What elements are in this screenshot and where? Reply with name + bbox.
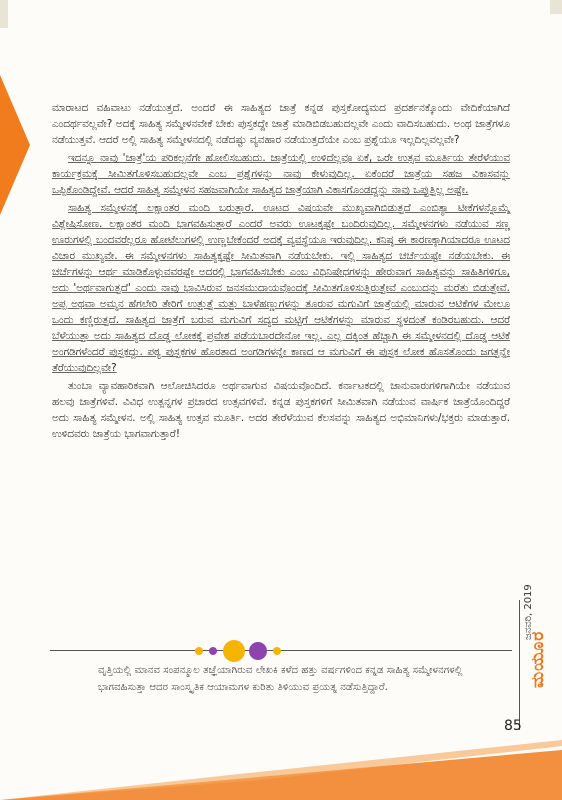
purple-dot-small bbox=[209, 647, 217, 655]
page-corner-decoration bbox=[0, 0, 8, 28]
article-body bbox=[52, 100, 510, 444]
article-paragraph: ಸಾಹಿತ್ಯ ಸಮ್ಮೇಳನಕ್ಕೆ ಲಕ್ಷಾಂತರ ಮಂದಿ ಬರುತ್ತಾರೆ. ಊಟದ ವಿಷಯವೇ ಮುಖ್ಯವಾಗಿಬಿಡುತ್ತದೆ ಎಂಬಿತ್ಯಾ ಟೀಕೆಗಳನ್ನೊಮ್ಮೆ ವಿಶ್ಲೇಷಿಸೋಣ. ಲಕ್ಷಾಂತರ ಮಂದಿ ಭಾಗವಹಿಸುತ್ತಾರೆ ಎಂದರೆ ಅವರು ಊಟಕ್ಕಷ್ಟೇ ಬಂದಿರುವುದಿಲ್ಲ. ಸಮ್ಮೇಳನಗಳು ನಡೆಯುವ ಸಣ್ಣ ಊರುಗಳಲ್ಲಿ ಬಂದವರೆಲ್ಲರೂ ಹೋಟೆಲುಗಳಲ್ಲಿ ಉಣ್ಣಬೇಕೆಂದರೆ ಅದಕ್ಕೆ ವ್ಯವಸ್ಥೆಯೂ ಇರುವುದಿಲ್ಲ. ಕನಿಷ್ಠ ಈ ಕಾರಣಕ್ಕಾಗಿಯಾದರೂ ಊಟದ ವಿಚಾರ ಮುಖ್ಯವೇ. ಈ ಸಮ್ಮೇಳನಗಳು ಸಾಹಿತ್ಯಕ್ಕಷ್ಟೇ ಸೀಮಿತವಾಗಿ ನಡೆಯಬೇಕು. ಇಲ್ಲಿ ಸಾಹಿತ್ಯದ ಚರ್ಚೆಯಷ್ಟೇ ನಡೆಯಬೇಕು. ಈ ಚರ್ಚೆಗಳನ್ನು ಆರ್ಥ ಮಾಡಿಕೊಳ್ಳುವವರಷ್ಟೇ ಅದರಲ್ಲಿ ಭಾಗವಹಿಸಬೇಕು ಎಂಬ ವಿಧಿನಿಷೇಧಗಳನ್ನು ಹೇರುವಾಗ ಸಾಹಿತ್ಯವನ್ನು ಸಾಹಿತಿಗಳಿಗೂ, ಅದು 'ಅರ್ಥವಾಗುತ್ತದೆ' ಎಂದು ನಾವು ಭಾವಿಸಿರುವ ಜನಸಮುದಾಯವೊಂದಕ್ಕೆ ಸೀಮಿತಗೊಳಿಸುತ್ತಿರುತ್ತೇವೆ ಎಂಬುದನ್ನು ಮರೆತು ಬಿಡುತ್ತೇವೆ. ಅಪ್ಪ ಅಥವಾ ಅಮ್ಮನ ಹೆಗಲೇರಿ ತೇರಿಗೆ ಉತ್ತುತ್ತೆ ಮತ್ತು ಬಾಳೆಹಣ್ಣುಗಳನ್ನು ತೂರುವ ಮಗುವಿಗೆ ಜಾತ್ರೆಯಲ್ಲಿ ಮಾರುವ ಆಟಿಕೆಗಳ ಮೇಲೂ ಒಂದು ಕಣ್ಣಿರುತ್ತದೆ. ಸಾಹಿತ್ಯದ ಜಾತ್ರೆಗೆ ಬರುವ ಮಗುವಿಗೆ ಸದ್ಯದ ಮಟ್ಟಿಗೆ ಆಟಿಕೆಗಳನ್ನು ಮಾರುವ ಸ್ಥಳದಂತೆ ಕಂಡಿರಬಹುದು. ಆದರೆ ಬೆಳೆಯುತ್ತಾ ಅದು ಸಾಹಿತ್ಯದ ದೊಡ್ಡ ಲೋಕಕ್ಕೆ ಪ್ರವೇಶ ಪಡೆಯಬಾರದೇನೋ ಇಲ್ಲ. ಎಲ್ಲ ದಕ್ಕಿಂತ ಹೆಚ್ಚಾಗಿ ಈ ಸಮ್ಮೇಳನದಲ್ಲಿ ದೊಡ್ಡ ಆಟಿಕೆ ಅಂಗಡಿಗಳೆಂದರೆ ಪುಸ್ತಕದ್ದು. ಪಠ್ಯ ಪುಸ್ತಕಗಳ ಹೊರತಾದ ಅಂಗಡಿಗಳನ್ನೇ ಕಾಣದ ಆ ಮಗುವಿಗೆ ಈ ಪುಸ್ತಕ ಲೋಕ ಹೊಸತೊಂದು ಜಗತ್ತನ್ನೇ ತೆರೆಯುವುದಿಲ್ಲವೇ? bbox=[52, 202, 510, 374]
page-number: 85 bbox=[504, 718, 522, 734]
page-corner-decoration bbox=[550, 0, 562, 14]
decorative-dots bbox=[195, 640, 345, 662]
orange-triangle-decoration bbox=[0, 75, 30, 215]
issue-date: ಜನವರಿ, 2019 bbox=[523, 584, 534, 640]
author-bio: ವೃತ್ತಿಯಲ್ಲಿ ಮಾನವ ಸಂಪನ್ಮೂಲ ತಜ್ಞೆಯಾಗಿರುವ ಲೇಖಕಿ ಕಳೆದ ಹತ್ತು ವರ್ಷಗಳಿಂದ ಕನ್ನಡ ಸಾಹಿತ್ಯ ಸಮ್ಮೇಳನಗಳಲ್ಲಿ ಭಾಗವಹಿಸುತ್ತಾ ಆದರ ಸಾಂಸ್ಕೃತಿಕ ಆಯಾಮಗಳ ಕುರಿತು ತಿಳಿಯುವ ಪ್ರಯತ್ನ ನಡೆಸುತ್ತಿದ್ದಾರೆ. bbox=[98, 665, 463, 693]
purple-dot-large bbox=[249, 642, 267, 660]
sidebar-divider bbox=[519, 600, 520, 730]
yellow-dot-large bbox=[223, 640, 245, 662]
magazine-logo: ಮಯೂರ bbox=[528, 630, 548, 688]
article-paragraph: ಮಾರಾಟದ ವಹಿವಾಟು ನಡೆಯುತ್ತದೆ. ಅಂದರೆ ಈ ಸಾಹಿತ್ಯದ ಜಾತ್ರೆ ಕನ್ನಡ ಪುಸ್ತಕೋದ್ಯಮದ ಪ್ರದರ್ಶನಕ್ಕೊಂದು ವೇದಿಕೆಯಾಗಿದೆ ಎಂದರ್ಥವಲ್ಲವೇ? ಅದಕ್ಕೆ ಸಾಹಿತ್ಯ ಸಮ್ಮೇಳನವೇಕೆ ಬೇಕು ಪುಸ್ತಕದ್ದೇ ಜಾತ್ರೆ ಮಾಡಿಬಿಡಬಹುದಲ್ಲವೇ ಎಂದು ವಾದಿಸಬಹುದು. ಅಂಥ ಜಾತ್ರೆಗಳೂ ನಡೆಯುತ್ತವೆ. ಆದರೆ ಅಲ್ಲಿ ಸಾಹಿತ್ಯ ಸಮ್ಮೇಳನದಲ್ಲಿ ನಡೆದಷ್ಟು ವ್ಯವಹಾರ ನಡೆಯುತ್ತದೆಯೇ ಎಂಬ ಪ್ರಶ್ನೆಯೂ ಇಲ್ಲದಿಲ್ಲವಲ್ಲವೇ? bbox=[52, 102, 510, 146]
article-paragraph: ಇದನ್ನೂ ನಾವು 'ಜಾತ್ರೆ'ಯ ಪರಿಕಲ್ಪನೆಗೇ ಹೋಲಿಸಬಹುದು. ಜಾತ್ರೆಯಲ್ಲಿ ಉಳಿದೆಲ್ಲವೂ ಏಕೆ, ಒರೇ ಉತ್ಸವ ಮೂರ್ತಿಯ ತೇರೆಳೆಯುವ ಕಾರ್ಯಕ್ರಮಕ್ಕೆ ಸೀಮಿತಗೊಳಿಸಬಹುದಲ್ಲವೇ ಎಂಬ ಪ್ರಶ್ನೆಗಳನ್ನು ನಾವು ಕೇಳುವುದಿಲ್ಲ. ಏಕೆಂದರೆ ಜಾತ್ರೆಯ ಸಹಜ ವಿಕಾಸವನ್ನು ಒಪ್ಪಿಕೊಂಡಿದ್ದೇವೆ. ಆದರೆ ಸಾಹಿತ್ಯ ಸಮ್ಮೇಳನ ಸಹಜವಾಗಿಯೇ ಸಾಹಿತ್ಯದ ಜಾತ್ರೆಯಾಗಿ ವಿಕಾಸಗೊಂಡದ್ದನ್ನು ನಾವು ಒಪ್ಪುತ್ತಿಲ್ಲ ಅಷ್ಟೇ. bbox=[52, 152, 510, 196]
article-paragraph: ತುಂಬಾ ವ್ಯಾವಹಾರಿಕವಾಗಿ ಆಲೋಚಿಸಿದರೂ ಅರ್ಥವಾಗುವ ವಿಷಯವೊಂದಿದೆ. ಕರ್ನಾಟಕದಲ್ಲಿ ಜಾನುವಾರುಗಳಿಗಾಗಿಯೇ ನಡೆಯುವ ಹಲವು ಜಾತ್ರೆಗಳಿವೆ. ವಿವಿಧ ಉತ್ಪನ್ನಗಳ ಪ್ರಚಾರದ ಉತ್ಸವಗಳಿವೆ. ಕನ್ನಡ ಪುಸ್ತಕಗಳಿಗೆ ಸೀಮಿತವಾಗಿ ನಡೆಯುವ ವಾರ್ಷಿಕ ಜಾತ್ರೆಯೊಂದಿದ್ದರೆ ಅದು ಸಾಹಿತ್ಯ ಸಮ್ಮೇಳನ. ಅಲ್ಲಿ ಸಾಹಿತ್ಯ ಉತ್ಸವ ಮೂರ್ತಿ. ಅದರ ತೇರೆಳೆಯುವ ಕೆಲಸವನ್ನು ಸಾಹಿತ್ಯದ ಅಭಿಮಾನಿಗಳು/ಭಕ್ತರು ಮಾಡುತ್ತಾರೆ. ಉಳಿದವರು ಜಾತ್ರೆಯ ಭಾಗವಾಗುತ್ತಾರೆ! bbox=[52, 380, 510, 440]
yellow-dot-small bbox=[195, 647, 203, 655]
yellow-dot-small bbox=[273, 647, 281, 655]
